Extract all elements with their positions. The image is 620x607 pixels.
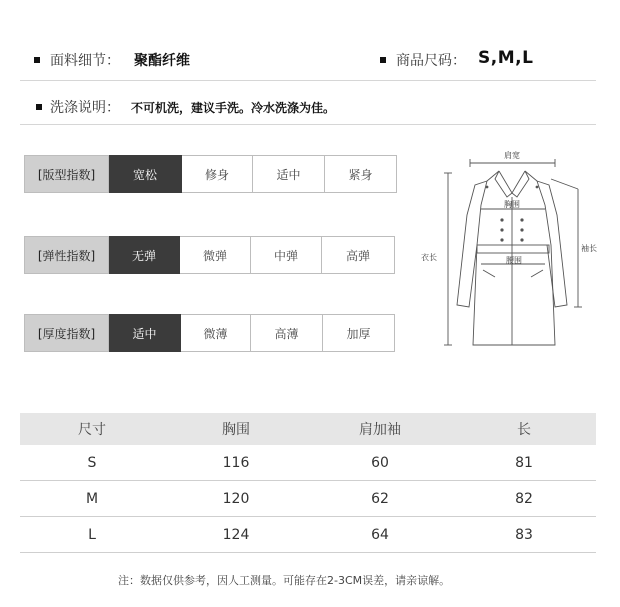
fabric-bullet	[34, 57, 40, 63]
elasticity-index-title: [弹性指数]	[24, 236, 109, 274]
fabric-label: 面料细节：	[50, 53, 120, 69]
sizes-bullet	[380, 57, 386, 63]
divider-top	[20, 80, 596, 81]
size-table-header	[20, 413, 596, 445]
header-shoulder-sleeve: 肩加袖	[359, 422, 401, 438]
fit-option: 修身	[182, 155, 253, 193]
diagram-length-label: 衣长	[421, 253, 437, 262]
table-row	[20, 517, 596, 553]
thickness-index-row	[24, 314, 395, 352]
cell-size: L	[88, 526, 96, 543]
fit-option: 适中	[253, 155, 325, 193]
cell-shoulder-sleeve: 64	[371, 526, 389, 543]
cell-shoulder-sleeve: 62	[371, 490, 389, 507]
table-row	[20, 445, 596, 481]
elasticity-option: 微弹	[180, 236, 251, 274]
sizes-label: 商品尺码：	[396, 53, 466, 69]
fit-index-title: [版型指数]	[24, 155, 109, 193]
thickness-option: 加厚	[323, 314, 395, 352]
care-label: 洗涤说明：	[50, 100, 120, 116]
cell-chest: 120	[222, 490, 250, 507]
diagram-shoulder-label: 肩宽	[504, 151, 520, 160]
elasticity-option: 高弹	[322, 236, 395, 274]
care-value: 不可机洗，建议手洗。冷水洗涤为佳。	[131, 101, 336, 115]
cell-chest: 116	[222, 454, 250, 471]
elasticity-option: 无弹	[109, 236, 180, 274]
fit-option: 紧身	[325, 155, 397, 193]
cell-size: S	[87, 454, 97, 471]
thickness-index-title: [厚度指数]	[24, 314, 109, 352]
diagram-waist-label: 腰围	[506, 256, 522, 265]
coat-measurement-diagram	[415, 145, 615, 355]
cell-length: 82	[515, 490, 533, 507]
sizes-value: S,M,L	[478, 48, 534, 68]
header-size: 尺寸	[78, 422, 106, 438]
elasticity-option: 中弹	[251, 236, 322, 274]
fabric-value: 聚酯纤维	[134, 53, 190, 69]
table-row	[20, 481, 596, 517]
thickness-option: 高薄	[251, 314, 323, 352]
diagram-sleeve-label: 袖长	[581, 244, 597, 253]
cell-length: 83	[515, 526, 533, 543]
measurement-note: 注：数据仅供参考，因人工测量。可能存在2-3CM误差，请亲谅解。	[118, 574, 451, 587]
cell-size: M	[85, 490, 99, 507]
thickness-option: 微薄	[181, 314, 251, 352]
divider-care	[20, 124, 596, 125]
header-chest: 胸围	[222, 422, 250, 438]
cell-chest: 124	[222, 526, 250, 543]
size-table	[20, 413, 596, 553]
diagram-chest-label: 胸围	[504, 200, 520, 209]
thickness-option: 适中	[109, 314, 181, 352]
care-bullet	[36, 104, 42, 110]
header-length: 长	[517, 422, 531, 438]
elasticity-index-row	[24, 236, 395, 274]
cell-length: 81	[515, 454, 533, 471]
cell-shoulder-sleeve: 60	[371, 454, 389, 471]
fit-option: 宽松	[109, 155, 182, 193]
fit-index-row	[24, 155, 397, 193]
